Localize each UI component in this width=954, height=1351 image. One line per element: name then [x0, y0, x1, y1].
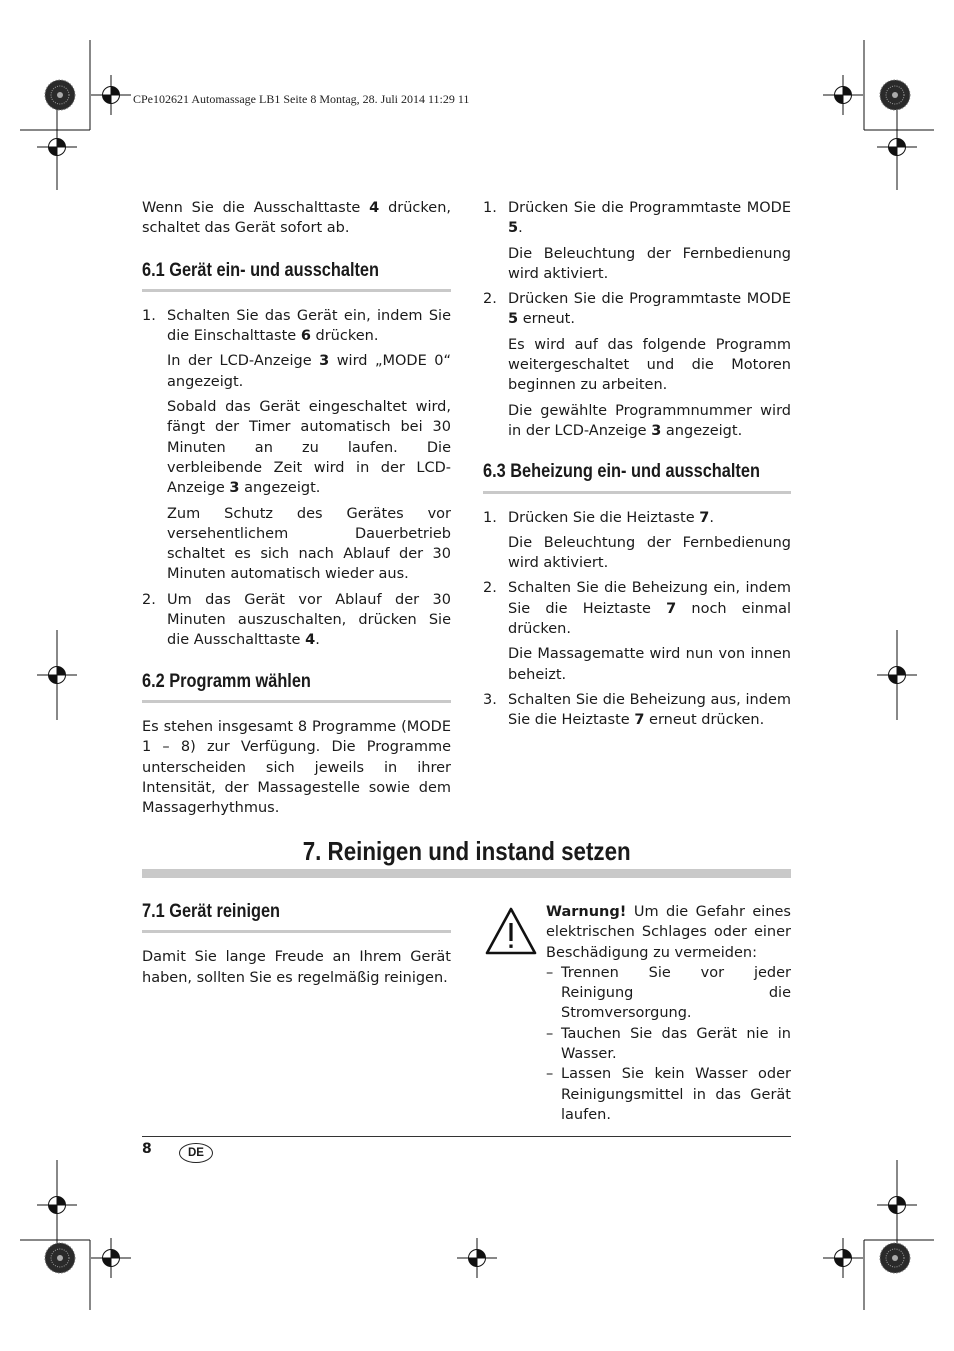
- heading-rule: [142, 289, 451, 292]
- list-item: 1. Drücken Sie die Programmtaste MODE 5.: [483, 200, 791, 237]
- heading-7-1: 7.1 Gerät reinigen: [142, 901, 281, 922]
- list-item: 2. Schalten Sie die Beheizung ein, indem Sie die Heiztaste 7 noch einmal drücken.: [483, 580, 791, 638]
- print-header: CPe102621 Automassage LB1 Seite 8 Montag, 28. Juli 2014 11:29 11: [133, 92, 470, 106]
- intro-paragraph: Wenn Sie die Ausschalttaste 4 drücken, schaltet das Gerät sofort ab.: [142, 200, 451, 237]
- list-item: 1. Drücken Sie die Heiztaste 7.: [483, 509, 714, 526]
- chapter-title: 7. Reinigen und instand setzen: [302, 836, 631, 866]
- warning-icon: [484, 906, 538, 956]
- chapter-rule: [142, 869, 791, 878]
- list-item: 3. Schalten Sie die Beheizung aus, indem Sie die Heiztaste 7 erneut drücken.: [483, 691, 791, 729]
- left-column: [142, 198, 451, 818]
- list-item: 2. Um das Gerät vor Ablauf der 30 Minuten auszuschalten, drücken Sie die Ausschalttaste 4.: [142, 591, 451, 649]
- heading-6-1: 6.1 Gerät ein- und ausschalten: [142, 259, 380, 281]
- cleaning-paragraph: Damit Sie lange Freude an Ihrem Gerät haben, sollten Sie es regelmäßig reinigen.: [142, 949, 451, 986]
- warning-block: [546, 902, 791, 1125]
- section-7-1: [142, 902, 451, 988]
- heading-rule: [142, 700, 451, 703]
- warning-bullet: – Trennen Sie vor jeder Reinigung die Stromversorgung.: [546, 964, 791, 1022]
- list-subparagraph: Zum Schutz des Gerätes vor versehentlichem Dauerbetrieb schaltet es sich nach Ablauf der 30 Minuten automatisch wieder aus.: [167, 505, 451, 583]
- warning-bullet: – Lassen Sie kein Wasser oder Reinigungsmittel in das Gerät laufen.: [546, 1066, 791, 1123]
- list-subparagraph: In der LCD-Anzeige 3 wird „MODE 0“ angezeigt.: [167, 353, 451, 390]
- list-item: 2. Drücken Sie die Programmtaste MODE 5 erneut.: [483, 291, 791, 328]
- language-badge: DE: [179, 1143, 213, 1163]
- warning-text: Warnung! Um die Gefahr eines elektrischen Schlages oder einer Beschädigung zu vermeiden:: [546, 904, 791, 961]
- footer-rule: [142, 1136, 791, 1137]
- list-subparagraph: Es wird auf das folgende Programm weitergeschaltet und die Motoren beginnen zu arbeiten.: [508, 336, 791, 394]
- right-column: [483, 198, 791, 736]
- heading-rule: [483, 491, 791, 494]
- programs-paragraph: Es stehen insgesamt 8 Programme (MODE 1 – 8) zur Verfügung. Die Programme unterscheiden sich jeweils in ihrer Intensität, der Massagestelle sowie dem Massagerhythmus.: [142, 718, 451, 817]
- warning-bullet: – Tauchen Sie das Gerät nie in Wasser.: [546, 1025, 791, 1063]
- list-subparagraph: Die Beleuchtung der Fernbedienung wird aktiviert.: [508, 245, 791, 282]
- list-subparagraph: Die gewählte Programmnummer wird in der LCD-Anzeige 3 angezeigt.: [508, 402, 791, 439]
- heading-rule: [142, 930, 451, 933]
- page-number: 8: [142, 1141, 152, 1157]
- list-subparagraph: Die Beleuchtung der Fernbedienung wird aktiviert.: [508, 534, 791, 572]
- heading-6-2: 6.2 Programm wählen: [142, 670, 311, 692]
- list-item: 1. Schalten Sie das Gerät ein, indem Sie die Einschalttaste 6 drücken.: [142, 307, 451, 345]
- list-subparagraph: Sobald das Gerät eingeschaltet wird, fängt der Timer automatisch bei 30 Minuten an zu laufen. Die verbleibende Zeit wird in der LCD-Anzeige 3 angezeigt.: [167, 399, 451, 497]
- heading-6-3: 6.3 Beheizung ein- und ausschalten: [483, 461, 760, 483]
- warning-label: Warnung!: [546, 904, 627, 920]
- list-subparagraph: Die Massagematte wird nun von innen beheizt.: [508, 646, 791, 683]
